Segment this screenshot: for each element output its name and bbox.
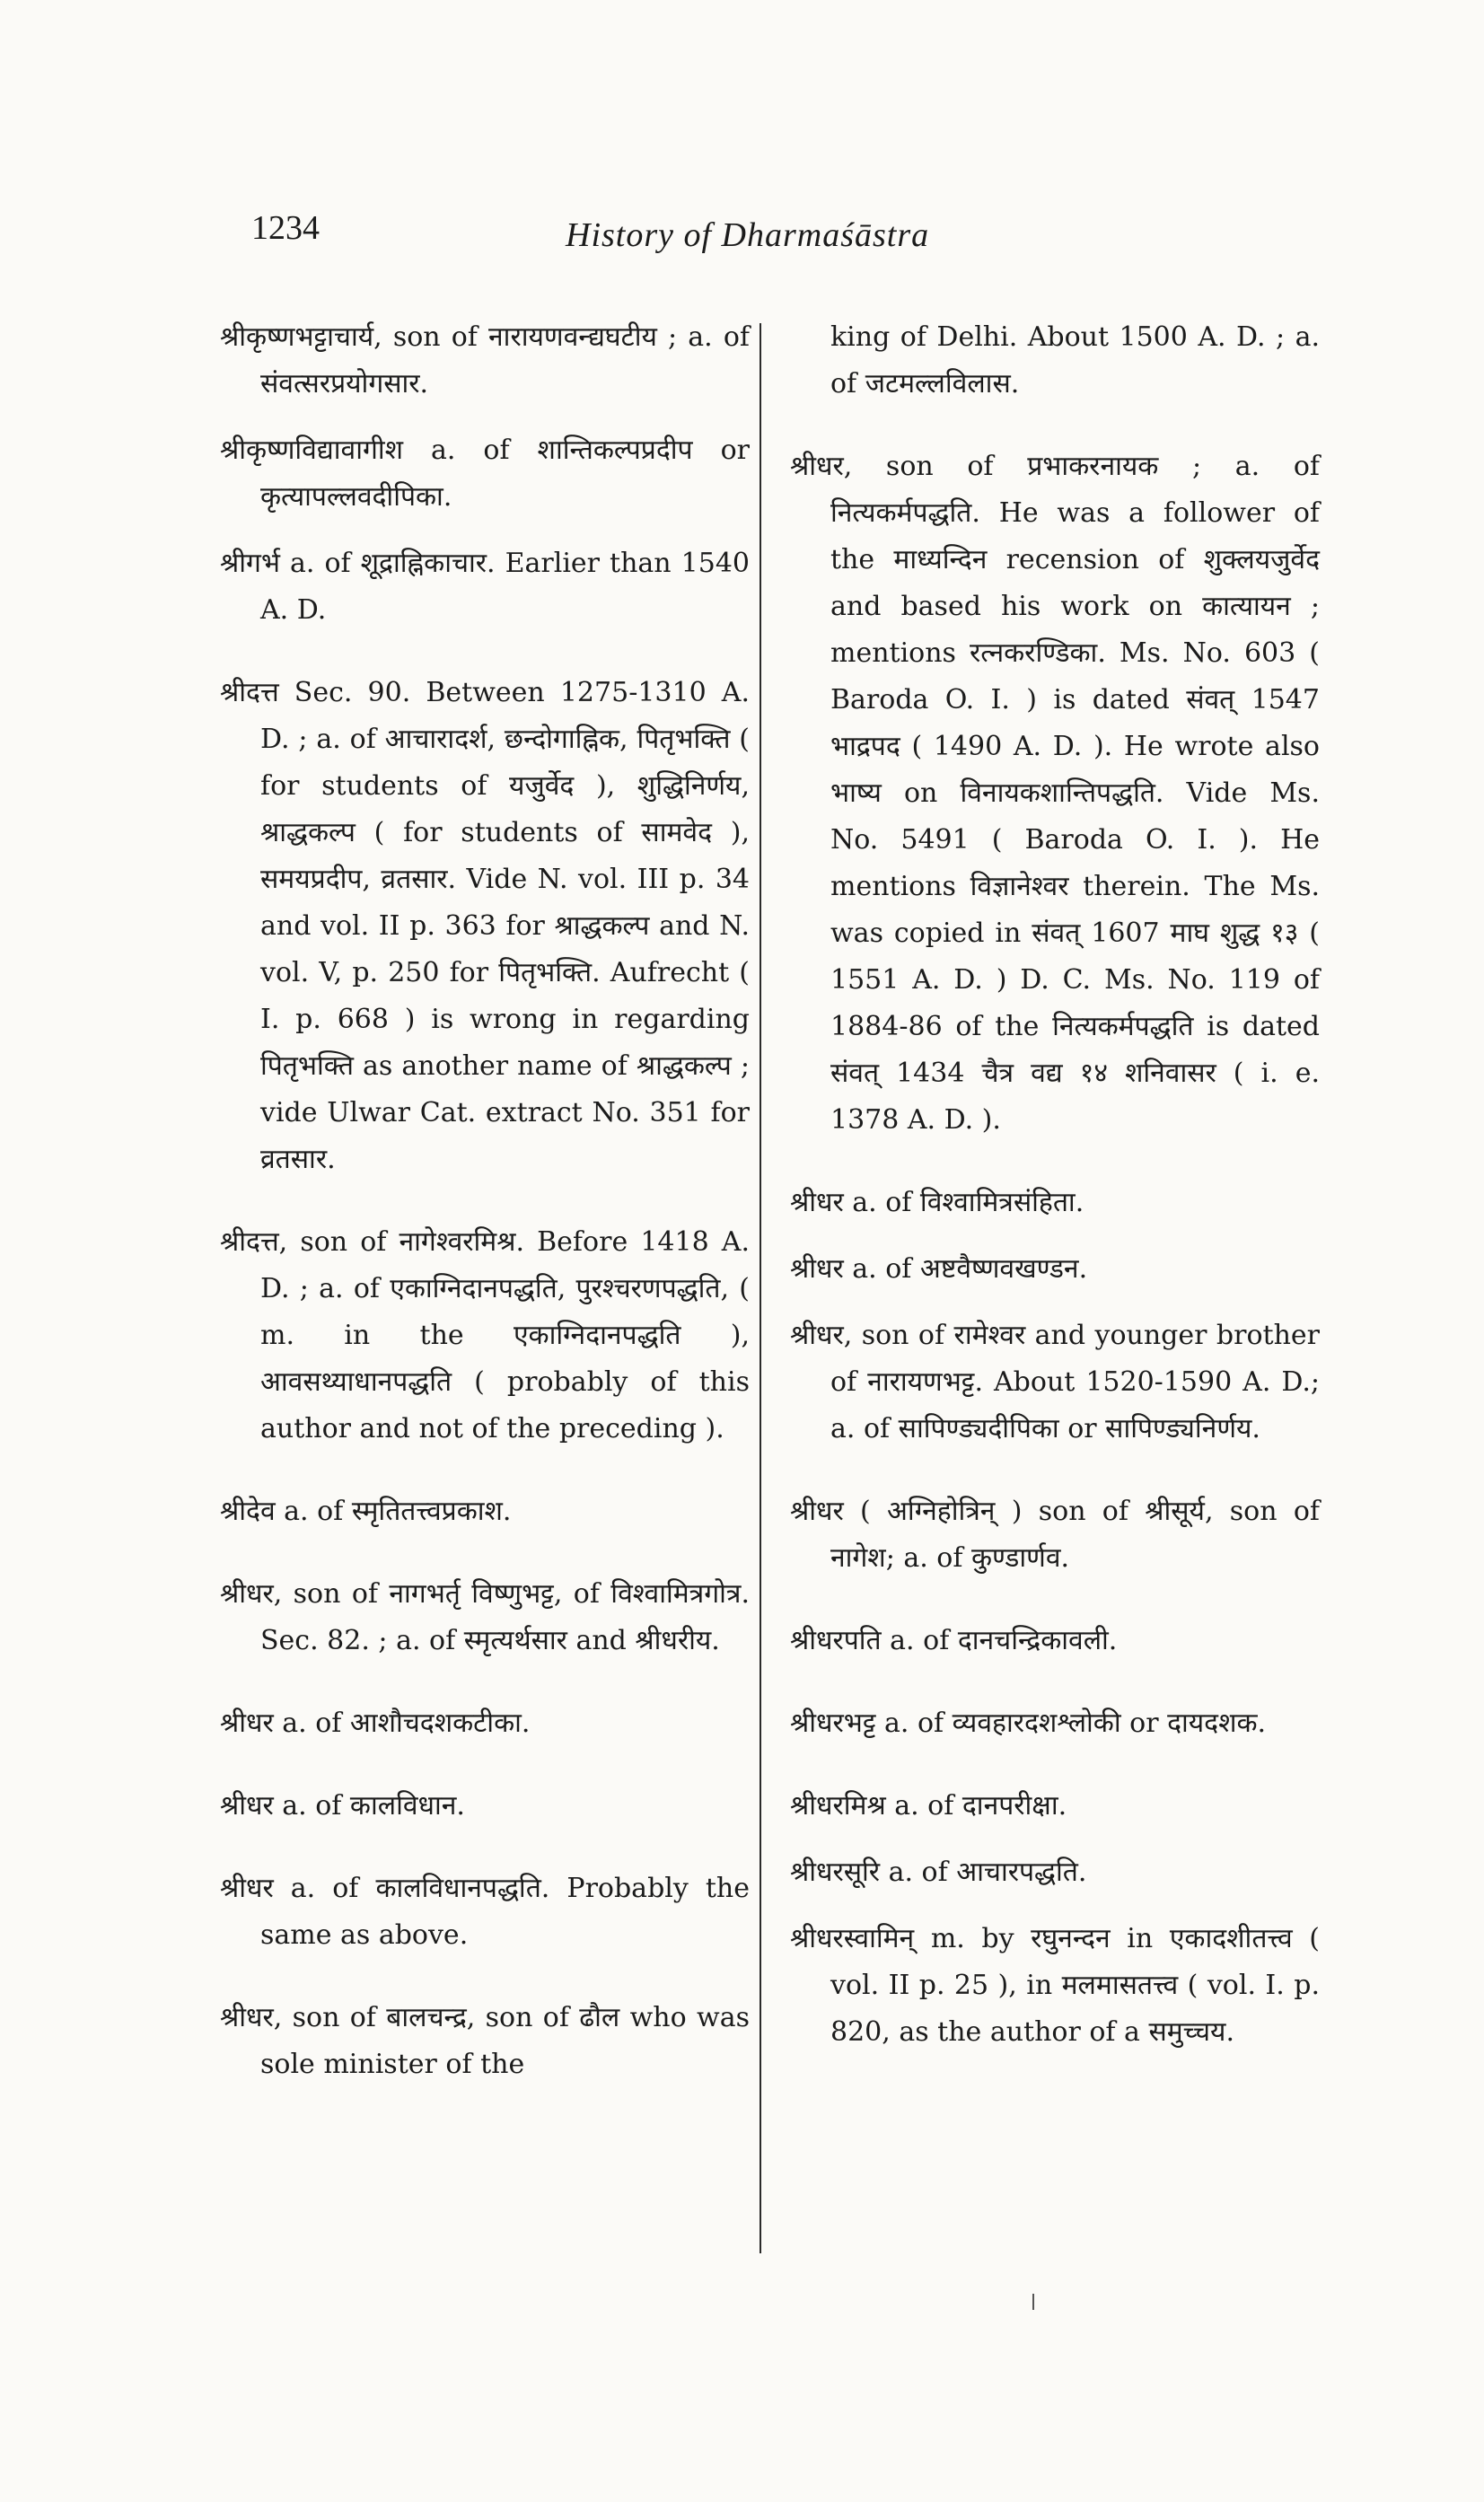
print-mark [1032,2294,1034,2310]
entry-shridhara-9: श्रीधर, son of रामेश्वर and younger brother of नारायणभट्ट. About 1520-1590 A. D.; a. of सापिण्ड्यदीपिका or सापिण्ड्यनिर्णय. [790,1320,1320,1444]
entry-shridhara-7: श्रीधर a. of विश्वामित्रसंहिता. [790,1187,1084,1218]
entry-shridatta-2: श्रीदत्त, son of नागेश्वरमिश्र. Before 1418 A. D. ; a. of एकाग्निदानपद्धति, पुरश्चरणपद्धति, ( m. in the एकाग्निदानपद्धति ), आवसथ्याधानपद्धति ( probably of this author and not of the preceding ). [220,1226,750,1444]
page-number: 1234 [251,209,320,247]
entry-krishnabhattacharya: श्रीकृष्णभट्टाचार्य, son of नारायणवन्द्यघटीय ; a. of संवत्सरप्रयोगसार. [220,321,750,399]
entry-shridhara-4: श्रीधर a. of कालविधानपद्धति. Probably the same as above. [220,1873,750,1951]
entry-shridatta-1: श्रीदत्त Sec. 90. Between 1275-1310 A. D. ; a. of आचारादर्श, छन्दोगाह्निक, पितृभक्ति ( for students of यजुर्वेद ), शुद्धिनिर्णय, श्राद्धकल्प ( for students of सामवेद ), समयप्रदीप, व्रतसार. Vide N. vol. III p. 34 and vol. II p. 363 for श्राद्धकल्प and N. vol. V, p. 250 for पितृभक्ति. Aufrecht ( I. p. 668 ) is wrong in regarding पितृभक्ति as another name of श्राद्धकल्प ; vide Ulwar Cat. extract No. 351 for व्रतसार. [220,677,750,1175]
entry-shridhara-1: श्रीधर, son of नागभर्तृ विष्णुभट्ट, of विश्वामित्रगोत्र. Sec. 82. ; a. of स्मृत्यर्थसार and श्रीधरीय. [220,1578,750,1656]
right-column [790,314,1320,2092]
entry-shridhara-3: श्रीधर a. of कालविधान. [220,1790,465,1822]
left-column [220,314,750,2124]
entry-shridharasuri: श्रीधरसूरि a. of आचारपद्धति. [790,1857,1087,1888]
entry-shridhara-agnihotrin: श्रीधर ( अग्निहोत्रिन् ) son of श्रीसूर्य, son of नागेश; a. of कुण्डार्णव. [790,1496,1320,1574]
entry-shridhara-2: श्रीधर a. of आशौचदशकटीका. [220,1708,531,1739]
running-title: History of Dharmaśāstra [566,216,930,254]
entry-krishnavidyavagisha: श्रीकृष्णविद्यावागीश a. of शान्तिकल्पप्रदीप or कृत्यापल्लवदीपिका. [220,435,750,513]
entry-shridhara-5: श्रीधर, son of बालचन्द्र, son of ढौल who was sole minister of the [220,2002,750,2080]
entry-shridhara-5-continued: king of Delhi. About 1500 A. D. ; a. of जटमल्लविलास. [830,321,1320,399]
entry-shridhara-6: श्रीधर, son of प्रभाकरनायक ; a. of नित्यकर्मपद्धति. He was a follower of the माध्यन्दिन recension of शुक्लयजुर्वेद and based his work on कात्यायन ; mentions रत्नकरण्डिका. Ms. No. 603 ( Baroda O. I. ) is dated संवत् 1547 भाद्रपद ( 1490 A. D. ). He wrote also भाष्य on विनायकशान्तिपद्धति. Vide Ms. No. 5491 ( Baroda O. I. ). He mentions विज्ञानेश्वर therein. The Ms. was copied in संवत् 1607 माघ शुद्ध १३ ( 1551 A. D. ) D. C. Ms. No. 119 of 1884-86 of the नित्यकर्मपद्धति is dated संवत् 1434 चैत्र वद्य १४ शनिवासर ( i. e. 1378 A. D. ). [790,451,1320,1136]
column-divider [760,323,761,2253]
entry-shridharamishra: श्रीधरमिश्र a. of दानपरीक्षा. [790,1790,1067,1822]
entry-shridhara-8: श्रीधर a. of अष्टवैष्णवखण्डन. [790,1253,1088,1285]
entry-shridharabhatta: श्रीधरभट्ट a. of व्यवहारदशश्लोकी or दायदशक. [790,1708,1267,1739]
entry-shrideva: श्रीदेव a. of स्मृतितत्त्वप्रकाश. [220,1496,512,1527]
entry-shridharapati: श्रीधरपति a. of दानचन्द्रिकावली. [790,1625,1118,1656]
entry-shrigarbha: श्रीगर्भ a. of शूद्राह्निकाचार. Earlier than 1540 A. D. [220,548,750,626]
entry-shridharasvamin: श्रीधरस्वामिन् m. by रघुनन्दन in एकादशीतत्त्व ( vol. II p. 25 ), in मलमासतत्त्व ( vol. I. p. 820, as the author of a समुच्चय. [790,1923,1320,2048]
